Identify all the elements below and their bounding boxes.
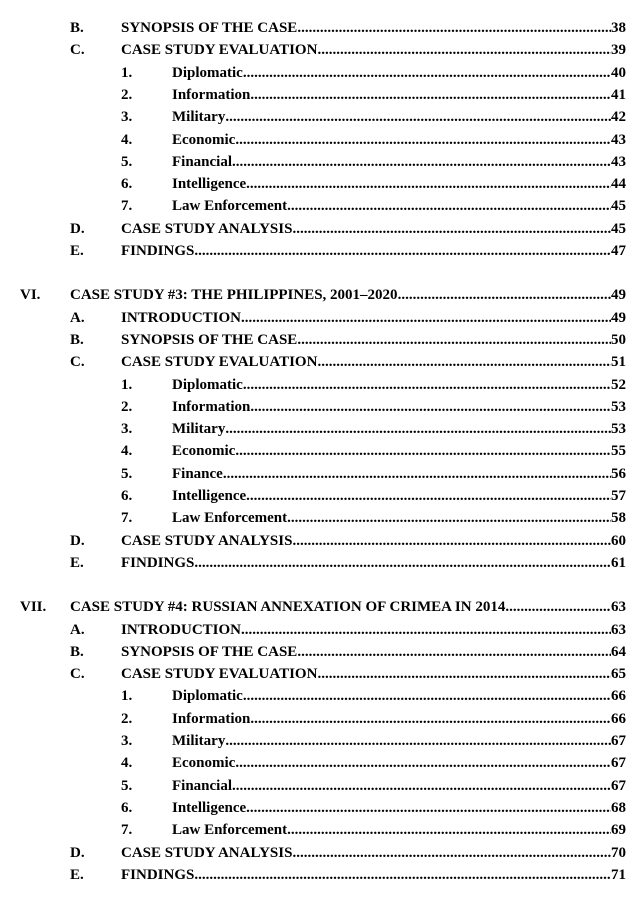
dot-leader <box>223 463 611 485</box>
toc-entry-page-number[interactable]: 60 <box>611 532 626 549</box>
toc-entry-number: 2. <box>121 86 133 103</box>
toc-entry-number: D. <box>70 532 85 549</box>
toc-row-sub[interactable] <box>0 374 643 396</box>
toc-entry-title[interactable]: Information <box>172 86 251 103</box>
toc-entry-title[interactable]: Military <box>172 421 226 438</box>
toc-row-sub[interactable] <box>0 195 643 217</box>
toc-entry-number: 7. <box>121 198 133 215</box>
toc-row-section[interactable] <box>0 619 643 641</box>
toc-entry-page-number[interactable]: 58 <box>611 510 626 527</box>
dot-leader <box>241 307 611 329</box>
toc-entry-page-number[interactable]: 66 <box>611 710 626 727</box>
toc-entry-title[interactable]: Law Enforcement <box>172 822 288 839</box>
toc-entry-page-number[interactable]: 49 <box>611 309 626 326</box>
dot-leader <box>297 641 611 663</box>
toc-entry[interactable] <box>121 619 626 641</box>
toc-entry[interactable] <box>121 530 626 552</box>
toc-entry[interactable] <box>172 62 626 84</box>
toc-entry-page-number[interactable]: 53 <box>611 421 626 438</box>
toc-row-sub[interactable] <box>0 129 643 151</box>
toc-row-sub[interactable] <box>0 708 643 730</box>
toc-row-sub[interactable] <box>0 507 643 529</box>
toc-entry[interactable] <box>121 240 626 262</box>
toc-entry-number: 6. <box>121 799 133 816</box>
dot-leader <box>246 173 611 195</box>
toc-entry-page-number[interactable]: 67 <box>611 733 626 749</box>
toc-entry-number: E. <box>70 554 84 571</box>
toc-row-section[interactable] <box>0 240 643 262</box>
dot-leader <box>241 619 611 641</box>
toc-row-section[interactable] <box>0 218 643 240</box>
toc-entry-page-number[interactable]: 41 <box>611 86 626 103</box>
dot-leader <box>287 195 611 217</box>
toc-entry[interactable] <box>121 663 626 685</box>
toc-entry-title[interactable]: Finance <box>172 465 223 482</box>
toc-entry-page-number[interactable]: 45 <box>611 220 626 237</box>
toc-entry-number: VII. <box>20 599 47 616</box>
toc-row-section[interactable] <box>0 842 643 864</box>
toc-entry[interactable] <box>172 440 626 462</box>
toc-entry-number: 6. <box>121 176 133 193</box>
toc-entry-page-number[interactable]: 63 <box>611 599 626 616</box>
toc-entry-title[interactable]: Law Enforcement <box>172 198 288 215</box>
toc-entry-title[interactable]: Financial <box>172 153 233 170</box>
toc-entry-title[interactable]: Information <box>172 710 251 727</box>
toc-entry[interactable] <box>70 284 626 306</box>
toc-row-sub[interactable] <box>0 775 643 797</box>
toc-entry-title[interactable]: INTRODUCTION <box>121 621 242 638</box>
dot-leader <box>194 240 611 262</box>
toc-row-section[interactable] <box>0 864 643 886</box>
toc-entry-page-number[interactable]: 66 <box>611 688 626 705</box>
dot-leader <box>292 842 611 864</box>
toc-entry-title[interactable]: CASE STUDY EVALUATION <box>121 666 318 683</box>
toc-row-section[interactable] <box>0 329 643 351</box>
toc-entry-page-number[interactable]: 39 <box>611 42 626 59</box>
toc-entry-page-number[interactable]: 57 <box>611 488 626 504</box>
toc-entry[interactable] <box>121 39 626 61</box>
toc-entry-number: 1. <box>121 64 133 81</box>
toc-entry-page-number[interactable]: 69 <box>611 822 626 839</box>
toc-entry-page-number[interactable]: 49 <box>611 287 626 304</box>
toc-entry[interactable] <box>172 485 626 507</box>
toc-entry[interactable] <box>172 374 626 396</box>
dot-leader <box>194 864 611 886</box>
dot-leader <box>317 39 611 61</box>
toc-entry[interactable] <box>121 329 626 351</box>
toc-entry-title[interactable]: Economic <box>172 443 236 460</box>
toc-entry[interactable] <box>172 418 626 440</box>
toc-entry-title[interactable]: CASE STUDY ANALYSIS <box>121 532 293 549</box>
toc-entry-page-number[interactable]: 68 <box>611 799 626 816</box>
toc-entry[interactable] <box>172 151 626 173</box>
toc-entry-page-number[interactable]: 61 <box>611 554 626 571</box>
toc-entry[interactable] <box>172 708 626 730</box>
dot-leader <box>194 552 611 574</box>
toc-entry-page-number[interactable]: 45 <box>611 198 626 215</box>
toc-entry-number: C. <box>70 666 85 683</box>
toc-row-sub[interactable] <box>0 485 643 507</box>
toc-entry-page-number[interactable]: 44 <box>611 176 626 193</box>
toc-entry-number: 3. <box>121 733 133 749</box>
toc-row-sub[interactable] <box>0 440 643 462</box>
toc-entry-number: 5. <box>121 153 133 170</box>
toc-entry-number: 3. <box>121 421 133 438</box>
toc-entry[interactable] <box>121 552 626 574</box>
toc-entry-page-number[interactable]: 55 <box>611 443 626 460</box>
toc-entry-page-number[interactable]: 67 <box>611 777 626 794</box>
dot-leader <box>297 329 611 351</box>
dot-leader <box>297 17 611 39</box>
toc-entry-number: E. <box>70 243 84 259</box>
toc-entry-number: D. <box>70 220 85 237</box>
toc-row-chapter[interactable] <box>0 596 643 618</box>
toc-row-sub[interactable] <box>0 62 643 84</box>
toc-entry-number: B. <box>70 643 84 660</box>
toc-entry-number: 5. <box>121 777 133 794</box>
dot-leader <box>243 374 611 396</box>
dot-leader <box>246 485 611 507</box>
toc-entry-page-number[interactable]: 63 <box>611 621 626 638</box>
toc-entry-page-number[interactable]: 43 <box>611 131 626 148</box>
toc-entry[interactable] <box>121 641 626 663</box>
toc-entry-title[interactable]: Military <box>172 109 226 126</box>
toc-entry-title[interactable]: Information <box>172 398 251 415</box>
toc-entry[interactable] <box>121 307 626 329</box>
toc-entry-page-number[interactable]: 65 <box>611 666 626 683</box>
toc-entry[interactable] <box>121 864 626 886</box>
toc-row-sub[interactable] <box>0 418 643 440</box>
toc-row-sub[interactable] <box>0 173 643 195</box>
dot-leader <box>292 218 611 240</box>
toc-entry-page-number[interactable]: 47 <box>611 243 626 259</box>
toc-entry-number: A. <box>70 309 85 326</box>
toc-entry-page-number[interactable]: 64 <box>611 643 626 660</box>
toc-entry[interactable] <box>172 463 626 485</box>
toc-row-section[interactable] <box>0 351 643 373</box>
dot-leader <box>250 396 611 418</box>
dot-leader <box>317 663 611 685</box>
toc-entry-page-number[interactable]: 53 <box>611 398 626 415</box>
toc-entry-title[interactable]: Diplomatic <box>172 688 243 705</box>
toc-entry[interactable] <box>172 797 626 819</box>
toc-entry[interactable] <box>172 84 626 106</box>
toc-entry-number: 7. <box>121 510 133 527</box>
toc-entry-title[interactable]: Diplomatic <box>172 376 243 393</box>
toc-entry-title[interactable]: Intelligence <box>172 176 247 193</box>
toc-entry[interactable] <box>172 195 626 217</box>
toc-entry-number: B. <box>70 331 84 348</box>
toc-entry-number: 5. <box>121 465 133 482</box>
toc-entry[interactable] <box>121 218 626 240</box>
toc-entry[interactable] <box>172 730 626 752</box>
toc-entry-title[interactable]: SYNOPSIS OF THE CASE <box>121 643 298 660</box>
toc-entry-number: VI. <box>20 287 41 304</box>
toc-entry[interactable] <box>172 129 626 151</box>
toc-entry-page-number[interactable]: 51 <box>611 354 626 371</box>
toc-entry-title[interactable]: CASE STUDY #4: RUSSIAN ANNEXATION OF CRIMEA IN 2014 <box>70 599 506 616</box>
dot-leader <box>317 351 611 373</box>
toc-entry-title[interactable]: Diplomatic <box>172 64 243 81</box>
toc-row-sub[interactable] <box>0 752 643 774</box>
dot-leader <box>232 151 611 173</box>
toc-entry-title[interactable]: FINDINGS <box>121 866 195 883</box>
dot-leader <box>235 440 611 462</box>
dot-leader <box>250 84 611 106</box>
toc-row-section[interactable] <box>0 663 643 685</box>
toc-entry-page-number[interactable]: 71 <box>611 866 626 883</box>
toc-row-sub[interactable] <box>0 819 643 841</box>
toc-entry[interactable] <box>172 685 626 707</box>
toc-entry-number: D. <box>70 844 85 861</box>
toc-entry-number: 7. <box>121 822 133 839</box>
toc-row-section[interactable] <box>0 552 643 574</box>
toc-entry-title[interactable]: CASE STUDY ANALYSIS <box>121 220 293 237</box>
toc-entry[interactable] <box>172 752 626 774</box>
toc-entry[interactable] <box>70 596 626 618</box>
dot-leader <box>243 685 611 707</box>
toc-entry-number: 2. <box>121 710 133 727</box>
toc-row-sub[interactable] <box>0 730 643 752</box>
toc-entry[interactable] <box>172 819 626 841</box>
toc-entry-title[interactable]: Law Enforcement <box>172 510 288 527</box>
toc-row-section[interactable] <box>0 641 643 663</box>
toc-entry[interactable] <box>172 396 626 418</box>
toc-entry-page-number[interactable]: 42 <box>611 109 626 126</box>
dot-leader <box>250 708 611 730</box>
dot-leader <box>225 730 611 752</box>
toc-entry-number: 6. <box>121 488 133 504</box>
toc-entry-page-number[interactable]: 40 <box>611 64 626 81</box>
dot-leader <box>246 797 611 819</box>
toc-row-sub[interactable] <box>0 396 643 418</box>
toc-entry[interactable] <box>121 842 626 864</box>
toc-entry-page-number[interactable]: 67 <box>611 755 626 772</box>
toc-entry[interactable] <box>172 507 626 529</box>
toc-entry-title[interactable]: CASE STUDY #3: THE PHILIPPINES, 2001–2020 <box>70 287 398 304</box>
toc-entry[interactable] <box>172 775 626 797</box>
toc-entry-number: A. <box>70 621 85 638</box>
toc-entry-page-number[interactable]: 52 <box>611 376 626 393</box>
toc-entry-number: E. <box>70 866 84 883</box>
toc-entry-page-number[interactable]: 56 <box>611 465 626 482</box>
toc-entry-title[interactable]: CASE STUDY EVALUATION <box>121 42 318 59</box>
dot-leader <box>243 62 611 84</box>
dot-leader <box>505 596 611 618</box>
toc-entry-title[interactable]: INTRODUCTION <box>121 309 242 326</box>
dot-leader <box>232 775 611 797</box>
toc-entry-number: 4. <box>121 755 133 772</box>
dot-leader <box>235 129 611 151</box>
toc-row-section[interactable] <box>0 17 643 39</box>
toc-row-sub[interactable] <box>0 106 643 128</box>
toc-entry-title[interactable]: CASE STUDY ANALYSIS <box>121 844 293 861</box>
toc-entry-page-number[interactable]: 50 <box>611 331 626 348</box>
toc-row-chapter[interactable] <box>0 284 643 306</box>
toc-entry-number: C. <box>70 42 85 59</box>
toc-entry-title[interactable]: Intelligence <box>172 799 247 816</box>
toc-entry-page-number[interactable]: 43 <box>611 153 626 170</box>
toc-entry-title[interactable]: Military <box>172 733 226 749</box>
toc-entry[interactable] <box>172 173 626 195</box>
dot-leader <box>287 507 611 529</box>
toc-entry-number: 2. <box>121 398 133 415</box>
toc-row-sub[interactable] <box>0 463 643 485</box>
toc-entry-title[interactable]: Economic <box>172 755 236 772</box>
toc-entry-title[interactable]: CASE STUDY EVALUATION <box>121 354 318 371</box>
toc-entry-number: C. <box>70 354 85 371</box>
toc-entry-title[interactable]: Financial <box>172 777 233 794</box>
toc-entry-number: 4. <box>121 131 133 148</box>
toc-entry-page-number[interactable]: 70 <box>611 844 626 861</box>
dot-leader <box>225 106 611 128</box>
toc-row-sub[interactable] <box>0 151 643 173</box>
toc-entry-title[interactable]: Intelligence <box>172 488 247 504</box>
toc-entry-title[interactable]: SYNOPSIS OF THE CASE <box>121 331 298 348</box>
toc-entry-page-number[interactable]: 38 <box>611 20 626 36</box>
dot-leader <box>287 819 611 841</box>
toc-row-section[interactable] <box>0 307 643 329</box>
dot-leader <box>235 752 611 774</box>
toc-entry-number: 3. <box>121 109 133 126</box>
dot-leader <box>225 418 611 440</box>
toc-entry-number: 1. <box>121 688 133 705</box>
toc-entry-title[interactable]: SYNOPSIS OF THE CASE <box>121 20 298 36</box>
toc-entry-title[interactable]: FINDINGS <box>121 243 195 259</box>
toc-entry[interactable] <box>121 17 626 39</box>
toc-entry-number: 1. <box>121 376 133 393</box>
toc-entry[interactable] <box>172 106 626 128</box>
dot-leader <box>398 284 611 306</box>
toc-row-section[interactable] <box>0 530 643 552</box>
toc-entry-title[interactable]: Economic <box>172 131 236 148</box>
toc-row-sub[interactable] <box>0 797 643 819</box>
toc-row-sub[interactable] <box>0 84 643 106</box>
toc-entry[interactable] <box>121 351 626 373</box>
toc-entry-number: B. <box>70 20 84 36</box>
toc-entry-title[interactable]: FINDINGS <box>121 554 195 571</box>
toc-row-section[interactable] <box>0 39 643 61</box>
toc-entry-number: 4. <box>121 443 133 460</box>
dot-leader <box>292 530 611 552</box>
toc-row-sub[interactable] <box>0 685 643 707</box>
